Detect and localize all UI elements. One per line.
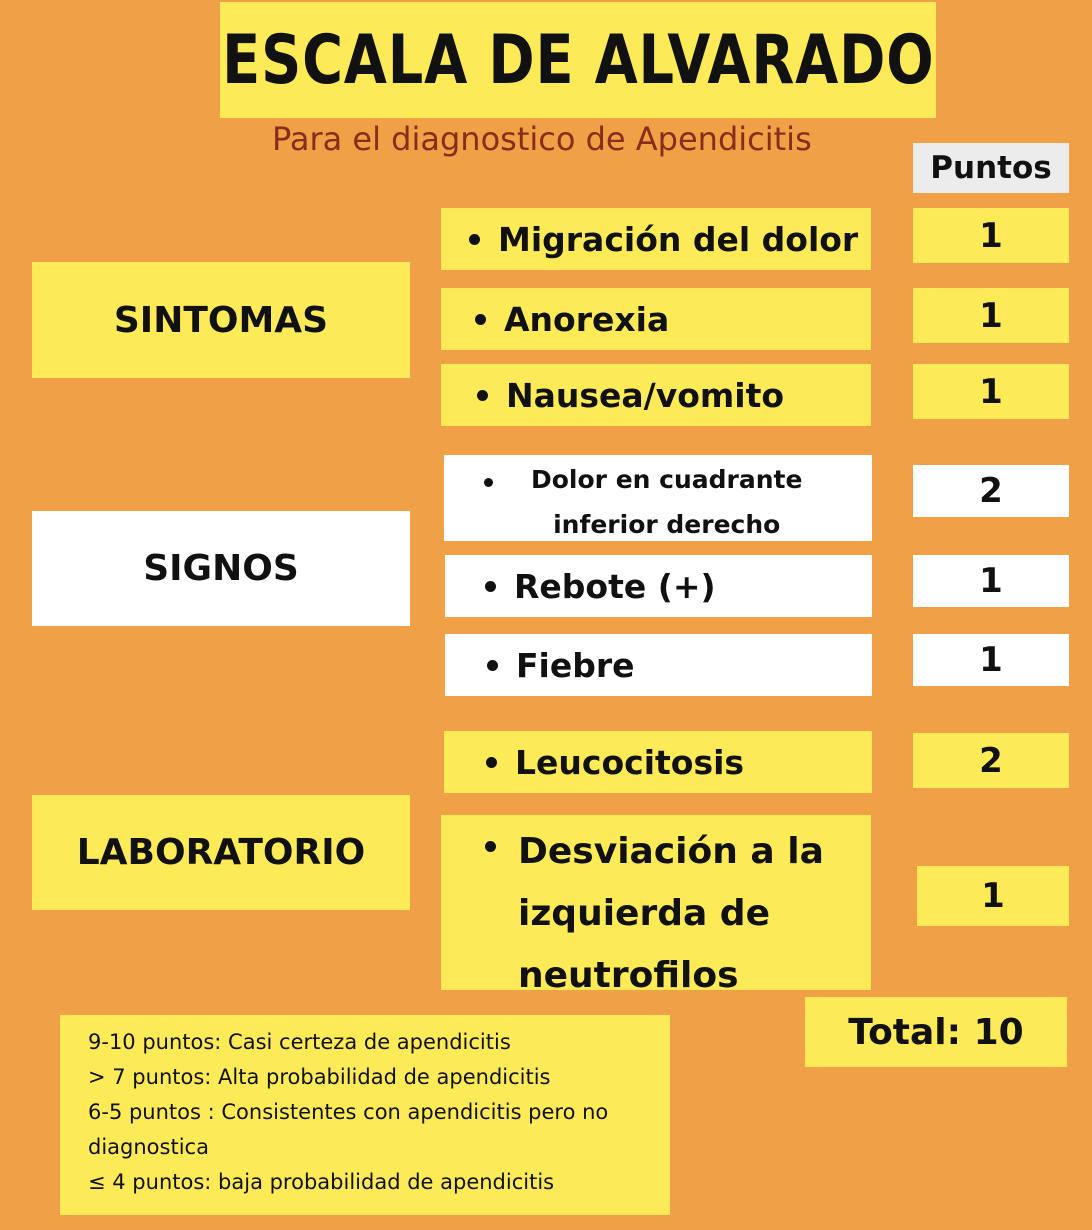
category-label: SIGNOS <box>143 548 299 589</box>
bullet-icon <box>477 390 488 401</box>
item-label: Rebote (+) <box>514 566 716 606</box>
item-migracion <box>441 208 871 270</box>
item-dolor-cuadrante <box>444 455 872 541</box>
item-leucocitosis <box>444 731 872 793</box>
item-label-line: neutrofilos <box>518 955 739 996</box>
item-anorexia <box>441 288 871 350</box>
bullet-icon <box>487 660 498 671</box>
category-sintomas <box>32 262 410 378</box>
points-desviacion: 1 <box>917 866 1069 926</box>
points-fiebre: 1 <box>913 634 1069 686</box>
legend-line: diagnostica <box>88 1135 209 1159</box>
legend-line: 6-5 puntos : Consistentes con apendicitis pero no <box>88 1100 609 1124</box>
page-title: ESCALA DE ALVARADO <box>221 20 935 100</box>
item-label-line: izquierda de <box>518 893 770 934</box>
item-desviacion <box>441 815 871 996</box>
interpretation-legend <box>60 1015 670 1215</box>
item-label <box>531 457 802 547</box>
legend-line: ≤ 4 puntos: baja probabilidad de apendicitis <box>88 1170 555 1194</box>
title-box <box>220 2 936 118</box>
points-nausea: 1 <box>913 364 1069 419</box>
item-rebote <box>445 555 872 617</box>
points-rebote: 1 <box>913 555 1069 607</box>
item-label-line: Desviación a la <box>518 831 824 872</box>
item-label <box>518 821 824 1007</box>
bullet-icon <box>484 478 493 487</box>
bullet-icon <box>485 581 496 592</box>
category-label: LABORATORIO <box>76 832 366 873</box>
item-label: Fiebre <box>516 645 635 685</box>
item-label: Migración del dolor <box>498 219 859 259</box>
bullet-icon <box>486 757 497 768</box>
category-laboratorio <box>32 795 410 910</box>
bullet-icon <box>475 314 486 325</box>
legend-line: > 7 puntos: Alta probabilidad de apendicitis <box>88 1065 551 1089</box>
category-label: SINTOMAS <box>113 299 329 341</box>
item-label-line: Dolor en cuadrante <box>531 465 803 494</box>
bullet-icon <box>485 841 496 852</box>
points-anorexia: 1 <box>913 288 1069 343</box>
legend-line: 9-10 puntos: Casi certeza de apendicitis <box>88 1030 511 1054</box>
item-label: Anorexia <box>504 299 670 339</box>
item-nausea <box>441 364 871 426</box>
item-label: Nausea/vomito <box>506 375 785 415</box>
points-dolor-cuadrante: 2 <box>913 465 1069 517</box>
points-column-header: Puntos <box>913 143 1069 193</box>
category-signos <box>32 511 410 626</box>
item-label: Leucocitosis <box>515 742 745 782</box>
bullet-icon <box>469 234 480 245</box>
subtitle: Para el diagnostico de Apendicitis <box>272 120 812 158</box>
points-migracion: 1 <box>913 208 1069 263</box>
points-leucocitosis: 2 <box>913 733 1069 788</box>
item-fiebre <box>445 634 872 696</box>
item-label-line: inferior derecho <box>553 510 781 539</box>
total-box: Total: 10 <box>805 997 1067 1067</box>
